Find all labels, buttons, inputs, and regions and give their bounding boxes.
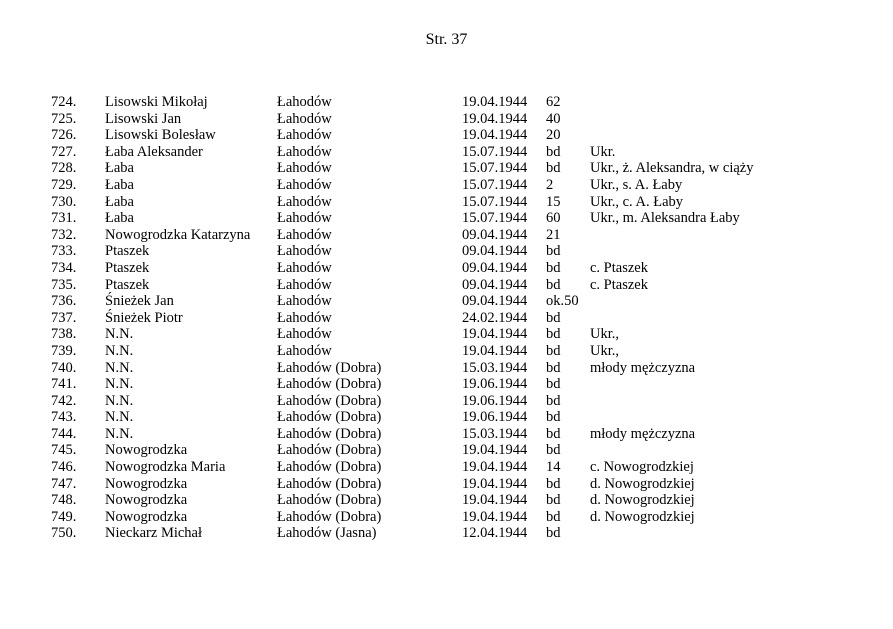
- record-place: Łahodów (Dobra): [277, 359, 382, 376]
- record-date: 12.04.1944: [462, 525, 528, 542]
- record-row: [0, 343, 893, 360]
- record-number: 750.: [51, 525, 77, 542]
- record-place: Łahodów: [277, 276, 332, 293]
- record-name: Nowogrodzka Maria: [105, 459, 226, 476]
- record-age: bd: [546, 376, 561, 393]
- record-date: 09.04.1944: [462, 259, 528, 276]
- record-age: 62: [546, 94, 561, 110]
- record-place: Łahodów (Dobra): [277, 409, 382, 426]
- record-place: Łahodów (Dobra): [277, 475, 382, 492]
- record-age: bd: [546, 342, 561, 359]
- record-number: 724.: [51, 94, 77, 110]
- record-age: bd: [546, 259, 561, 276]
- record-note: c. Ptaszek: [590, 259, 648, 276]
- record-place: Łahodów: [277, 127, 332, 144]
- record-name: N.N.: [105, 376, 134, 393]
- record-name: N.N.: [105, 342, 134, 359]
- record-row: [0, 277, 893, 294]
- record-name: N.N.: [105, 409, 134, 426]
- record-note: c. Ptaszek: [590, 276, 648, 293]
- record-age: bd: [546, 392, 561, 409]
- record-row: [0, 376, 893, 393]
- record-place: Łahodów (Dobra): [277, 442, 382, 459]
- record-name: Ptaszek: [105, 276, 150, 293]
- record-note: Ukr., m. Aleksandra Łaby: [590, 210, 740, 227]
- record-name: Śnieżek Jan: [105, 293, 174, 310]
- record-number: 728.: [51, 160, 77, 177]
- record-row: [0, 509, 893, 526]
- record-date: 15.03.1944: [462, 359, 528, 376]
- record-number: 739.: [51, 342, 77, 359]
- record-date: 19.04.1944: [462, 459, 528, 476]
- record-row: [0, 243, 893, 260]
- record-age: bd: [546, 475, 561, 492]
- record-place: Łahodów: [277, 193, 332, 210]
- record-age: 14: [546, 459, 561, 476]
- record-number: 731.: [51, 210, 77, 227]
- record-number: 737.: [51, 309, 77, 326]
- record-row: [0, 260, 893, 277]
- record-age: bd: [546, 492, 561, 509]
- record-row: [0, 409, 893, 426]
- record-number: 727.: [51, 143, 77, 160]
- record-number: 736.: [51, 293, 77, 310]
- record-note: d. Nowogrodzkiej: [590, 508, 695, 525]
- record-row: [0, 177, 893, 194]
- record-age: bd: [546, 525, 561, 542]
- record-place: Łahodów: [277, 210, 332, 227]
- record-place: Łahodów: [277, 160, 332, 177]
- record-number: 734.: [51, 259, 77, 276]
- record-note: c. Nowogrodzkiej: [590, 459, 694, 476]
- record-note: Ukr., ż. Aleksandra, w ciąży: [590, 160, 754, 177]
- record-name: Nowogrodzka: [105, 475, 188, 492]
- record-date: 19.04.1944: [462, 127, 528, 144]
- record-number: 747.: [51, 475, 77, 492]
- record-date: 19.06.1944: [462, 376, 528, 393]
- record-row: [0, 310, 893, 327]
- record-number: 744.: [51, 425, 77, 442]
- record-date: 19.04.1944: [462, 342, 528, 359]
- record-date: 15.07.1944: [462, 160, 528, 177]
- record-name: Nowogrodzka: [105, 492, 188, 509]
- record-name: Łaba: [105, 176, 134, 193]
- record-note: d. Nowogrodzkiej: [590, 492, 695, 509]
- record-number: 726.: [51, 127, 77, 144]
- record-number: 729.: [51, 176, 77, 193]
- record-age: 40: [546, 110, 561, 127]
- record-row: [0, 476, 893, 493]
- record-place: Łahodów (Dobra): [277, 508, 382, 525]
- record-name: Łaba: [105, 193, 134, 210]
- record-date: 09.04.1944: [462, 276, 528, 293]
- victims-list: [0, 94, 893, 542]
- record-name: Ptaszek: [105, 259, 150, 276]
- record-row: [0, 326, 893, 343]
- record-number: 745.: [51, 442, 77, 459]
- record-date: 15.07.1944: [462, 176, 528, 193]
- record-row: [0, 94, 893, 111]
- record-age: bd: [546, 276, 561, 293]
- record-row: [0, 525, 893, 542]
- record-date: 09.04.1944: [462, 293, 528, 310]
- record-row: [0, 459, 893, 476]
- record-number: 725.: [51, 110, 77, 127]
- record-row: [0, 393, 893, 410]
- record-name: N.N.: [105, 326, 134, 343]
- record-place: Łahodów (Dobra): [277, 392, 382, 409]
- record-note: Ukr.,: [590, 342, 619, 359]
- record-age: bd: [546, 326, 561, 343]
- record-place: Łahodów (Dobra): [277, 376, 382, 393]
- record-name: Nowogrodzka Katarzyna: [105, 226, 251, 243]
- record-date: 15.07.1944: [462, 210, 528, 227]
- record-age: bd: [546, 143, 561, 160]
- record-row: [0, 210, 893, 227]
- record-age: 15: [546, 193, 561, 210]
- record-date: 19.04.1944: [462, 508, 528, 525]
- record-number: 746.: [51, 459, 77, 476]
- record-date: 19.06.1944: [462, 392, 528, 409]
- record-date: 19.04.1944: [462, 326, 528, 343]
- record-number: 740.: [51, 359, 77, 376]
- record-name: Łaba: [105, 210, 134, 227]
- record-date: 09.04.1944: [462, 243, 528, 260]
- record-place: Łahodów: [277, 94, 332, 110]
- record-age: 60: [546, 210, 561, 227]
- record-row: [0, 111, 893, 128]
- record-row: [0, 144, 893, 161]
- record-name: Lisowski Bolesław: [105, 127, 216, 144]
- record-place: Łahodów: [277, 176, 332, 193]
- record-date: 15.07.1944: [462, 143, 528, 160]
- record-name: Nowogrodzka: [105, 508, 188, 525]
- record-date: 15.03.1944: [462, 425, 528, 442]
- record-place: Łahodów: [277, 309, 332, 326]
- record-age: 20: [546, 127, 561, 144]
- record-date: 09.04.1944: [462, 226, 528, 243]
- record-date: 24.02.1944: [462, 309, 528, 326]
- record-row: [0, 293, 893, 310]
- record-place: Łahodów: [277, 259, 332, 276]
- record-number: 748.: [51, 492, 77, 509]
- record-note: młody mężczyzna: [590, 359, 696, 376]
- record-note: Ukr.,: [590, 326, 619, 343]
- record-date: 19.04.1944: [462, 94, 528, 110]
- record-name: Łaba: [105, 160, 134, 177]
- record-name: N.N.: [105, 359, 134, 376]
- record-row: [0, 227, 893, 244]
- record-date: 15.07.1944: [462, 193, 528, 210]
- record-row: [0, 360, 893, 377]
- record-place: Łahodów (Dobra): [277, 425, 382, 442]
- record-name: N.N.: [105, 392, 134, 409]
- record-number: 733.: [51, 243, 77, 260]
- record-number: 732.: [51, 226, 77, 243]
- record-place: Łahodów: [277, 293, 332, 310]
- page-number-header: Str. 37: [425, 31, 468, 48]
- record-place: Łahodów: [277, 342, 332, 359]
- record-number: 730.: [51, 193, 77, 210]
- record-age: bd: [546, 508, 561, 525]
- record-place: Łahodów (Dobra): [277, 492, 382, 509]
- record-number: 735.: [51, 276, 77, 293]
- record-age: bd: [546, 409, 561, 426]
- record-place: Łahodów: [277, 226, 332, 243]
- record-place: Łahodów: [277, 326, 332, 343]
- record-place: Łahodów (Jasna): [277, 525, 377, 542]
- record-number: 743.: [51, 409, 77, 426]
- record-note: Ukr.: [590, 143, 616, 160]
- record-age: bd: [546, 160, 561, 177]
- record-age: 2: [546, 176, 554, 193]
- record-name: N.N.: [105, 425, 134, 442]
- record-name: Ptaszek: [105, 243, 150, 260]
- record-number: 741.: [51, 376, 77, 393]
- record-name: Śnieżek Piotr: [105, 309, 183, 326]
- record-note: Ukr., c. A. Łaby: [590, 193, 684, 210]
- record-name: Nieckarz Michał: [105, 525, 203, 542]
- record-row: [0, 127, 893, 144]
- record-number: 738.: [51, 326, 77, 343]
- record-row: [0, 492, 893, 509]
- record-age: bd: [546, 243, 561, 260]
- record-number: 742.: [51, 392, 77, 409]
- record-date: 19.04.1944: [462, 492, 528, 509]
- record-row: [0, 160, 893, 177]
- record-number: 749.: [51, 508, 77, 525]
- record-place: Łahodów: [277, 143, 332, 160]
- record-age: ok.50: [546, 293, 579, 310]
- record-note: d. Nowogrodzkiej: [590, 475, 695, 492]
- record-place: Łahodów (Dobra): [277, 459, 382, 476]
- record-age: bd: [546, 359, 561, 376]
- record-name: Lisowski Jan: [105, 110, 182, 127]
- record-note: młody mężczyzna: [590, 425, 696, 442]
- record-row: [0, 194, 893, 211]
- record-date: 19.04.1944: [462, 442, 528, 459]
- record-age: 21: [546, 226, 561, 243]
- record-name: Nowogrodzka: [105, 442, 188, 459]
- record-place: Łahodów: [277, 110, 332, 127]
- record-note: Ukr., s. A. Łaby: [590, 176, 683, 193]
- record-age: bd: [546, 425, 561, 442]
- record-row: [0, 442, 893, 459]
- record-name: Lisowski Mikołaj: [105, 94, 208, 110]
- record-place: Łahodów: [277, 243, 332, 260]
- record-name: Łaba Aleksander: [105, 143, 203, 160]
- record-age: bd: [546, 442, 561, 459]
- record-date: 19.04.1944: [462, 110, 528, 127]
- record-date: 19.06.1944: [462, 409, 528, 426]
- record-row: [0, 426, 893, 443]
- record-date: 19.04.1944: [462, 475, 528, 492]
- record-age: bd: [546, 309, 561, 326]
